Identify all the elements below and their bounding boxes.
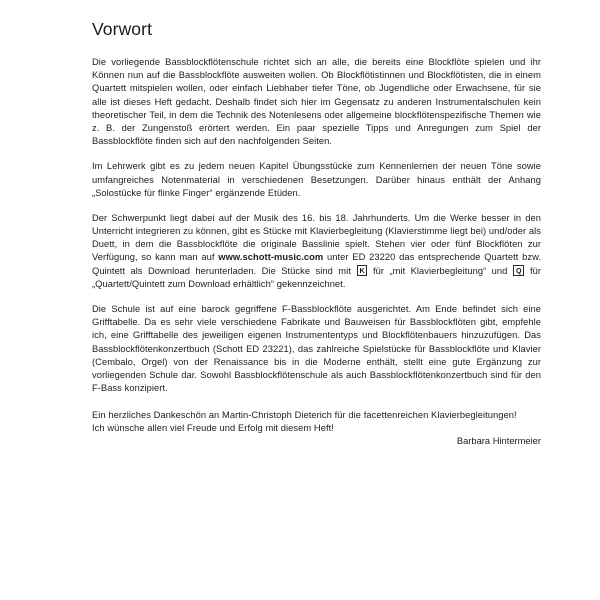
paragraph-schwerpunkt-text-2: unter ED 23220 das entsprechende Quartett bzw. Quintett als Download herunterladen. Die Stücke sind mit — [92, 252, 541, 276]
paragraph-grifftabelle: Die Schule ist auf eine barock gegriffene F-Bassblockflöte ausgerichtet. Am Ende befindet sich eine Grifftabelle. Da es sehr viele verschiedene Fabrikate und Bauweisen für Bassblockflöten gibt, empfehle ich, eine Grifftabelle des jeweiligen eigenen Instrumententyps und Blockflötenbauers hinzuzufügen. Das Bassblockflötenkonzertbuch (Schott ED 23221), das zahlreiche Spielstücke für Bassblockflöte und Klavier (Cembalo, Orgel) von der Renaissance bis in die Moderne enthält, stellt eine gute Ergänzung zur vorliegenden Schule dar. Sowohl Bassblockflötenschule als auch Bassblockflötenkonzertbuch sind für den F-Bass konzipiert. — [92, 304, 541, 393]
closing-block — [92, 409, 541, 448]
page-title: Vorwort — [92, 19, 153, 39]
paragraph-schwerpunkt-text-1: Der Schwerpunkt liegt dabei auf der Musik des 16. bis 18. Jahrhunderts. Um die Werke besser in den Unterricht integrieren zu können, gibt es Stücke mit Klavierbegleitung (Klavierstimme liegt bei) und/oder als Duett, in dem die Bassblockflöte die originale Basslinie spielt. Stehen vier oder fünf Blockflöten zur Verfügung, so kann man auf — [92, 213, 541, 263]
author-signature: Barbara Hintermeier — [456, 436, 541, 447]
boxed-q-marker-icon: Q — [513, 265, 524, 276]
paragraph-thanks-line-2: Ich wünsche allen viel Freude und Erfolg mit diesem Heft! — [92, 423, 334, 433]
paragraph-schwerpunkt-text-4: für „Quartett/Quintett zum Download erhältlich“ gekennzeichnet. — [92, 265, 541, 289]
schott-music-url[interactable]: www.schott-music.com — [218, 252, 324, 263]
paragraph-intro: Die vorliegende Bassblockflötenschule richtet sich an alle, die bereits eine Blockflöte spielen und ihr Können nun auf die Bassblockflöte ausweiten wollen. Ob Blockflötistinnen und Blockflötisten, die in einem Quartett mitspielen wollen, oder einfach Liebhaber tiefer Töne, ob Jugendliche oder Erwachsene, für sie alle ist dieses Heft gedacht. Deshalb findet sich hier im Gegensatz zu anderen Instrumentalschulen kein theoretischer Teil, in dem die Technik des Notenlesens oder allgemeine blockflötenspezifische Themen wie z. B. der Zungenstoß erörtert werden. Ein paar spezielle Tipps und Anregungen zum Spiel der Bassblockflöte finden sich auf den nachfolgenden Seiten. — [92, 57, 541, 146]
paragraph-lehrwerk: Im Lehrwerk gibt es zu jedem neuen Kapitel Übungsstücke zum Kennenlernen der neuen Töne sowie umfangreiches Notenmaterial in verschiedenen Besetzungen. Darüber hinaus enthält der Anhang „Solostücke für flinke Finger“ ergänzende Etüden. — [92, 161, 541, 198]
paragraph-thanks-line-1: Ein herzliches Dankeschön an Martin-Christoph Dieterich für die facettenreichen Klavierbegleitungen! — [92, 409, 517, 420]
paragraph-schwerpunkt-text-3: für „mit Klavierbegleitung“ und — [367, 265, 513, 276]
document-content — [92, 20, 541, 448]
boxed-k-marker-icon: K — [357, 265, 367, 276]
paragraph-schwerpunkt — [92, 212, 541, 291]
